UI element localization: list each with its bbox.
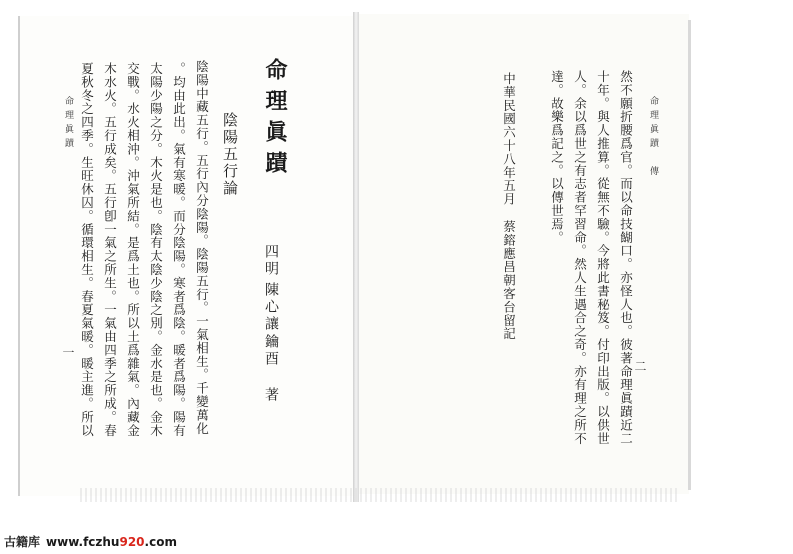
left-text-column-4: 交戰。水火相沖。沖氣所結。是爲土也。所以土爲雜氣。內藏金 [125,62,141,438]
right-text-column-3: 人。余以爲世之有志者罕習命。然人生遇合之奇。亦有理之所不 [572,70,588,446]
watermark-url-prefix: www.fczhu [46,535,120,549]
watermark-url-number: 920 [119,535,145,549]
left-page-number: 一 [61,346,75,358]
watermark-url-suffix: .com [144,535,177,549]
site-watermark[interactable] [4,533,177,550]
right-page-number: 二 [633,360,647,372]
watermark-site-name: 古籍库 [4,535,41,549]
author-place: 四明 [263,244,279,278]
left-text-column-5: 木水火。五行成矣。五行卽一氣之所生。一氣由四季之所成。春 [102,62,118,438]
chapter-title: 陰陽五行論 [221,112,239,197]
left-text-column-1: 陰陽中藏五行。五行內分陰陽。陰陽五行。一氣相生。千變萬化 [194,60,210,436]
book-title: 命理眞蹟 [262,58,288,182]
page-edge [688,20,691,490]
left-text-column-3: 太陽少陽之分。木火是也。陰有太陰少陰之別。金水是也。金木 [148,62,164,438]
author-role: 鑰酉 著 [263,334,279,404]
right-page-header: 命理眞蹟 傳 [648,96,658,180]
date-line: 中華民國六十八年五月 [501,72,517,206]
right-page [359,14,689,494]
signature-line: 蔡鎔應昌朝客台留記 [501,220,517,341]
left-page [18,16,356,496]
right-text-column-1: 然不願折腰爲官。而以命技餬口。亦怪人也。彼著命理眞蹟近二 [618,70,634,446]
scan-smudge [80,488,680,502]
right-text-column-2: 十年。與人推算。從無不驗。今將此書秘笈。付印出版。以供世 [595,70,611,446]
author-name: 陳心讓 [263,282,279,333]
left-text-column-2: 。均由此出。氣有寒暖。而分陰陽。寒者爲陰。暖者爲陽。陽有 [171,62,187,438]
right-text-column-4: 達。故樂爲記之。以傳世焉。 [549,70,565,245]
left-text-column-6: 夏秋冬之四季。生旺休囚。循環相生。春夏氣暖。暖主進。所以 [79,62,95,438]
left-page-header: 命理眞蹟 [63,96,73,152]
